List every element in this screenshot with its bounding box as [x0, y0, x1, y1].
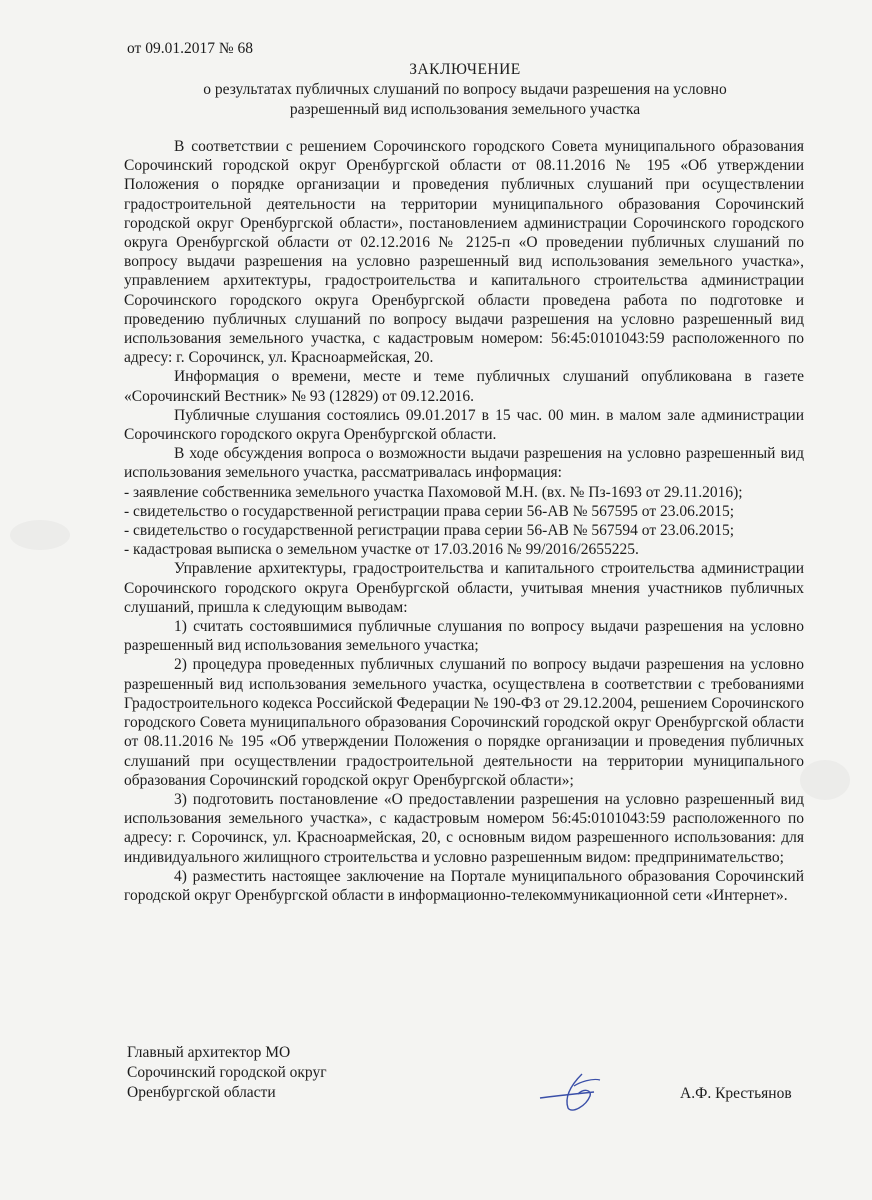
scan-smudge [10, 520, 70, 550]
list-item: - свидетельство о государственной регистрации права серии 56-АВ № 567594 от 23.06.2015; [124, 522, 735, 540]
paragraph-discussion: В ходе обсуждения вопроса о возможности выдачи разрешения на условно разрешенный вид использования земельного участка, рассматривалась информация: [124, 445, 804, 482]
position-line: Сорочинский городской округ [127, 1064, 327, 1081]
signatory-name: А.Ф. Крестьянов [680, 1085, 792, 1102]
paragraph-hearing: Публичные слушания состоялись 09.01.2017 в 15 час. 00 мин. в малом зале администрации Сорочинского городского округа Оренбургской области. [124, 406, 804, 444]
scan-smudge [800, 760, 850, 800]
document-title: ЗАКЛЮЧЕНИЕ [409, 61, 521, 78]
conclusion-item-1: 1) считать состоявшимися публичные слушания по вопросу выдачи разрешения на условно разрешенный вид использования земельного участка; [124, 618, 804, 655]
conclusion-item-2: 2) процедура проведенных публичных слушаний по вопросу выдачи разрешения на условно разрешенный вид использования земельного участка, осуществлена в соответствии с требованиями Градостроительного кодекса Российской Федерации № 190-ФЗ от 29.12.2004, решением Сорочинского городского Совета муниципального образования Сорочинский городской округ Оренбургской области от 08.11.2016 № 195 «Об утверждении Положения о порядке организации и проведения публичных слушаний при осуществлении градостроительной деятельности на территории муниципального образования Сорочинский городской округ Оренбургской области»; [124, 656, 804, 789]
document-subtitle-line2: разрешенный вид использования земельного участка [289, 101, 641, 118]
paragraph-publication: Информация о времени, месте и теме публичных слушаний опубликована в газете «Сорочинский Вестник» № 93 (12829) от 09.12.2016. [124, 368, 804, 405]
handwritten-signature [534, 1066, 614, 1116]
list-item: - заявление собственника земельного участка Пахомовой М.Н. (вх. № Пз-1693 от 29.11.2016); [124, 483, 743, 501]
document-body [124, 137, 804, 905]
title-block [120, 60, 810, 120]
list-item: - кадастровая выписка о земельном участке от 17.03.2016 № 99/2016/2655225. [124, 541, 639, 559]
conclusion-item-3: 3) подготовить постановление «О предоставлении разрешения на условно разрешенный вид использования земельного участка», с кадастровым номером 56:45:0101043:59 расположенного по адресу: г. Сорочинск, ул. Красноармейская, 20, с основным видом разрешенного использования: для индивидуального жилищного строительства и условно разрешенным видом: предпринимательство; [124, 790, 804, 866]
signatory-position [127, 1043, 327, 1103]
position-line: Главный архитектор МО [127, 1044, 291, 1061]
position-line: Оренбургской области [127, 1084, 276, 1101]
document-subtitle-line1: о результатах публичных слушаний по вопросу выдачи разрешения на условно [203, 81, 727, 98]
list-item: - свидетельство о государственной регистрации права серии 56-АВ № 567595 от 23.06.2015; [124, 502, 735, 520]
paragraph-basis: В соответствии с решением Сорочинского городского Совета муниципального образования Сорочинский городской округ Оренбургской области от 08.11.2016 № 195 «Об утверждении Положения о порядке организации и проведения публичных слушаний при осуществлении градостроительной деятельности на территории муниципального образования Сорочинский городской округ Оренбургской области», постановлением администрации Сорочинского городского округа Оренбургской области от 02.12.2016 № 2125-п «О проведении публичных слушаний по вопросу выдачи разрешения на условно разрешенный вид использования земельного участка», управлением архитектуры, градостроительства и капитального строительства администрации Сорочинского городского округа Оренбургской области проведена работа по подготовке и проведению публичных слушаний по вопросу выдачи разрешения на условно разрешенный вид использования земельного участка, с кадастровым номером: 56:45:0101043:59 расположенного по адресу: г. Сорочинск, ул. Красноармейская, 20. [124, 138, 804, 367]
conclusion-item-4: 4) разместить настоящее заключение на Портале муниципального образования Сорочинский городской округ Оренбургской области в информационно-телекоммуникационной сети «Интернет». [124, 867, 804, 904]
paragraph-conclusions-intro: Управление архитектуры, градостроительства и капитального строительства администрации Сорочинского городского округа Оренбургской области, учитывая мнения участников публичных слушаний, пришла к следующим выводам: [124, 560, 804, 616]
document-date-number: от 09.01.2017 № 68 [127, 40, 253, 57]
